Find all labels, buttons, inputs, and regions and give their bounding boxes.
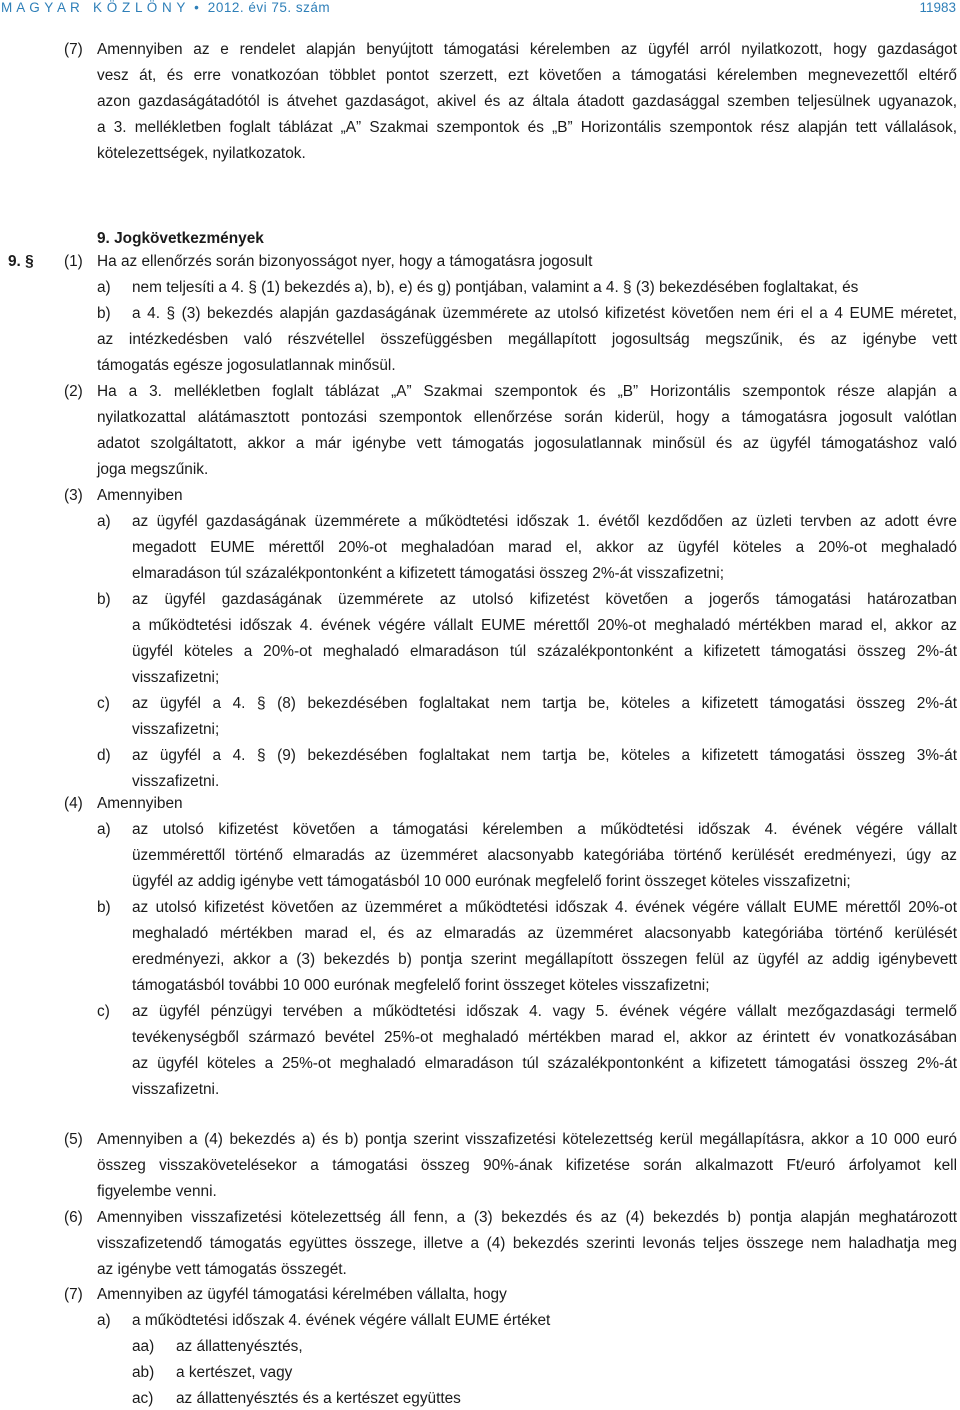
- paragraph-line: Amennyiben az e rendelet alapján benyújtott támogatási kérelemben az ügyfél arról nyilatkozott, hogy gazdaságot: [97, 41, 957, 58]
- item-line: ügyfél köteles a 20%-ot meghaladó elmaradáson túl százalékpontonként a kifizetett támogatási összeg 2%-át: [132, 643, 957, 660]
- item-line: eredményezi, akkor a (3) bekezdés b) pontja szerint megállapított összegen felül az ügyfél az addig igénybevett: [132, 951, 957, 968]
- item-line: támogatásból további 10 000 eurónak megfelelő forint összeget köteles visszafizetni;: [132, 977, 710, 994]
- item-line: a működtetési időszak 4. évének végére vállalt EUME értéket: [132, 1312, 551, 1329]
- item-line: az ügyfél köteles a 25%-ot meghaladó elmaradáson túl százalékpontonként a kifizetett támogatási összeg 2%-át: [132, 1055, 957, 1072]
- item-line: visszafizetni;: [132, 669, 220, 686]
- page-header: [0, 0, 960, 16]
- paragraph-line: nyilatkozattal alátámasztott pontozási szempontok ellenőrzése során kiderül, hogy a támogatásra jogosult valótlan: [97, 409, 957, 426]
- subitem-label: aa): [132, 1338, 155, 1355]
- item-line: az ügyfél gazdaságának üzemmérete az utolsó kifizetést követően a jogerős támogatási határozatban: [132, 591, 957, 608]
- item-label: c): [97, 1003, 110, 1020]
- paragraph-number: (4): [64, 795, 83, 812]
- paragraph-number: (1): [64, 253, 83, 270]
- item-line: visszafizetni;: [132, 721, 220, 738]
- item-line: visszafizetni.: [132, 1081, 220, 1098]
- paragraph-line: kötelezettségek, nyilatkozatok.: [97, 145, 306, 162]
- paragraph-line: Amennyiben: [97, 487, 183, 504]
- paragraph-line: az igénybe vett támogatás összegét.: [97, 1261, 347, 1278]
- item-line: tevékenységből származó bevétel 25%-ot meghaladó mértékben marad el, akkor az érintett év vonatkozásában: [132, 1029, 957, 1046]
- item-line: a 4. § (3) bekezdés alapján gazdaságának üzemmérete az utolsó kifizetést követően nem éri el a 4 EUME méretet,: [132, 305, 957, 322]
- item-label: c): [97, 695, 110, 712]
- item-label: a): [97, 1312, 111, 1329]
- paragraph-line: összeg visszakövetelésekor a támogatási összeg 90%-ának kifizetése során alkalmazott Ft/euró árfolyamot kell: [97, 1157, 957, 1174]
- paragraph-line: Ha az ellenőrzés során bizonyosságot nyer, hogy a támogatásra jogosult: [97, 253, 593, 270]
- item-line: az utolsó kifizetést követően a támogatási kérelemben a működtetési időszak 4. évének végére vállalt: [132, 821, 957, 838]
- paragraph-line: Ha a 3. mellékletben foglalt táblázat „A” Szakmai szempontok és „B” Horizontális szempontok része alapján a: [97, 383, 957, 400]
- journal-title: M A G Y A R K Ö Z L Ö N Y • 2012. évi 75. szám: [1, 0, 331, 15]
- subitem-label: ab): [132, 1364, 155, 1381]
- paragraph-line: Amennyiben az ügyfél támogatási kérelmében vállalta, hogy: [97, 1286, 507, 1303]
- paragraph-line: Amennyiben: [97, 795, 183, 812]
- page-number: 11983: [919, 0, 956, 15]
- subitem-line: az állattenyésztés,: [176, 1338, 303, 1355]
- item-line: az utolsó kifizetést követően az üzemméret a működtetési időszak 4. évének végére vállalt EUME mérettől 20%-ot: [132, 899, 957, 916]
- item-line: az ügyfél pénzügyi tervében a működtetési időszak 4. vagy 5. évének végére vállalt mezőgazdasági termelő: [132, 1003, 957, 1020]
- subitem-label: ac): [132, 1390, 154, 1407]
- paragraph-line: visszafizetendő támogatás együttes összege, illetve a (4) bekezdés szerinti levonás teljes összege nem haladhatja meg: [97, 1235, 957, 1252]
- item-line: ügyfél az addig igénybe vett támogatásból 10 000 eurónak megfelelő forint összeget köteles visszafizetni;: [132, 873, 851, 890]
- item-label: b): [97, 305, 111, 322]
- item-line: megadott EUME mérettől 20%-ot meghaladóan marad el, akkor az ügyfél köteles a 20%-ot meghaladó: [132, 539, 957, 556]
- item-label: b): [97, 591, 111, 608]
- item-line: meghaladó mértékben marad el, és az elmaradás az üzemméret alacsonyabb kategóriába történő kerülését: [132, 925, 957, 942]
- item-line: a működtetési időszak 4. évének végére vállalt EUME mérettől 20%-ot meghaladó mértékben marad el, akkor az: [132, 617, 957, 634]
- item-label: a): [97, 279, 111, 296]
- subitem-line: a kertészet, vagy: [176, 1364, 293, 1381]
- item-line: az intézkedésben való részvétellel összefüggésben megállapított jogosultság megszűnik, és az igénybe vett: [97, 331, 957, 348]
- subitem-line: az állattenyésztés és a kertészet együttes: [176, 1390, 461, 1407]
- paragraph-line: Amennyiben visszafizetési kötelezettség áll fenn, a (3) bekezdés és az (4) bekezdés b) pontja alapján meghatározott: [97, 1209, 957, 1226]
- paragraph-line: azon gazdaságátadótól is átvehet gazdaságot, akivel és az általa átadott gazdasággal szemben teljesülnek ugyanazok,: [97, 93, 957, 110]
- paragraph-number: (5): [64, 1131, 83, 1148]
- item-label: d): [97, 747, 111, 764]
- paragraph-line: vesz át, és erre vonatkozóan többlet pontot szerzett, ezt követően a támogatási kérelemben megnevezettől eltérő: [97, 67, 957, 84]
- section-heading: 9. Jogkövetkezmények: [97, 230, 264, 247]
- item-label: a): [97, 513, 111, 530]
- paragraph-number: (7): [64, 1286, 83, 1303]
- paragraph-line: figyelembe venni.: [97, 1183, 217, 1200]
- item-line: elmaradáson túl százalékpontonként a kifizetett támogatási összeg 2%-át visszafizetni;: [132, 565, 724, 582]
- paragraph-line: adatot szolgáltatott, akkor a már igénybe vett támogatás jogosulatlannak minősül és az ügyfél támogatáshoz való: [97, 435, 957, 452]
- paragraph-number: (7): [64, 41, 83, 58]
- paragraph-number: (6): [64, 1209, 83, 1226]
- section-sign-number: 9. §: [8, 253, 34, 270]
- item-line: az ügyfél a 4. § (8) bekezdésében foglaltakat nem tartja be, köteles a kifizetett támogatási összeg 2%-át: [132, 695, 957, 712]
- item-label: a): [97, 821, 111, 838]
- item-line: nem teljesíti a 4. § (1) bekezdés a), b), e) és g) pontjában, valamint a 4. § (3) bekezdésében foglaltakat, és: [132, 279, 859, 296]
- item-label: b): [97, 899, 111, 916]
- paragraph-line: Amennyiben a (4) bekezdés a) és b) pontja szerint visszafizetési kötelezettség kerül megállapításra, akkor a 10 000 euró: [97, 1131, 957, 1148]
- item-line: az ügyfél a 4. § (9) bekezdésében foglaltakat nem tartja be, köteles a kifizetett támogatási összeg 3%-át: [132, 747, 957, 764]
- item-line: támogatás egésze jogosulatlannak minősül.: [97, 357, 396, 374]
- item-line: üzemmérettől történő elmaradás az üzemméret alacsonyabb kategóriába történő kerülését eredményezi, úgy az: [132, 847, 957, 864]
- paragraph-line: a 3. mellékletben foglalt táblázat „A” Szakmai szempontok és „B” Horizontális szempontok rész alapján tett vállalások,: [97, 119, 957, 136]
- paragraph-number: (3): [64, 487, 83, 504]
- item-line: visszafizetni.: [132, 773, 220, 790]
- paragraph-line: joga megszűnik.: [97, 461, 209, 478]
- paragraph-number: (2): [64, 383, 83, 400]
- item-line: az ügyfél gazdaságának üzemmérete a működtetési időszak 1. évétől kezdődően az üzleti tervben az adott évre: [132, 513, 957, 530]
